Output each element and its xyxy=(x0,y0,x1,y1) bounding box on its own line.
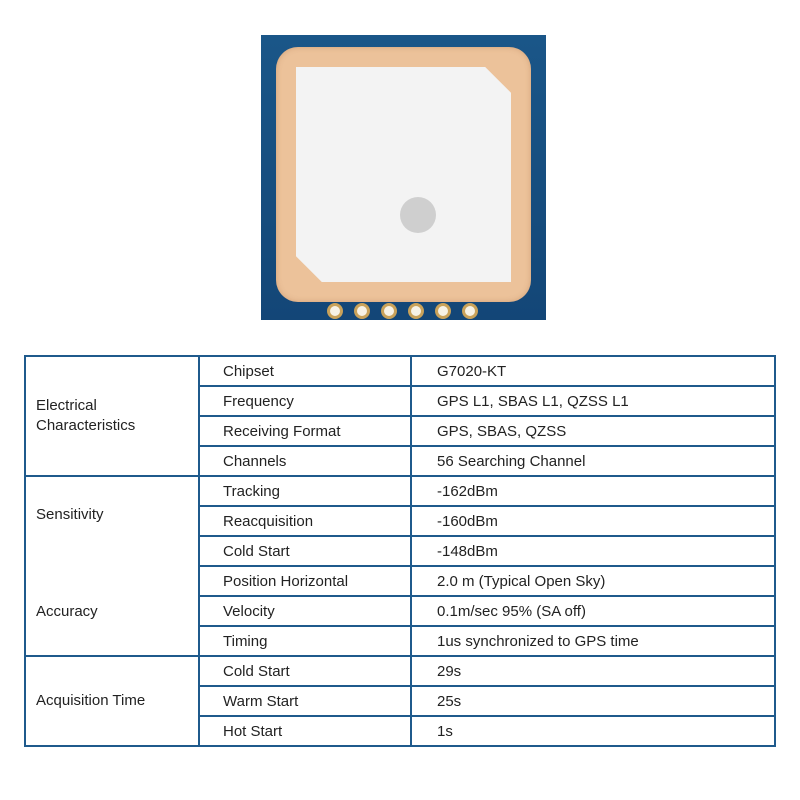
table-row xyxy=(25,356,775,386)
value-cell: 25s xyxy=(411,686,775,716)
table-row xyxy=(25,476,775,506)
pin xyxy=(381,303,397,319)
feed-point xyxy=(400,197,436,233)
value-cell: 29s xyxy=(411,656,775,686)
param-cell: Warm Start xyxy=(199,686,411,716)
value-cell: 0.1m/sec 95% (SA off) xyxy=(411,596,775,626)
param-cell: Cold Start xyxy=(199,536,411,566)
value-cell: 1us synchronized to GPS time xyxy=(411,626,775,656)
value-cell: -162dBm xyxy=(411,476,775,506)
param-cell: Frequency xyxy=(199,386,411,416)
pin-header xyxy=(327,303,478,319)
category-cell xyxy=(25,656,199,746)
value-cell: 1s xyxy=(411,716,775,746)
category-label: Acquisition Time xyxy=(36,692,146,709)
param-cell: Position Horizontal xyxy=(199,566,411,596)
spec-table xyxy=(24,355,776,747)
table-row xyxy=(25,656,775,686)
value-cell: G7020-KT xyxy=(411,356,775,386)
param-cell: Timing xyxy=(199,626,411,656)
param-cell: Reacquisition xyxy=(199,506,411,536)
value-cell: 56 Searching Channel xyxy=(411,446,775,476)
param-cell: Channels xyxy=(199,446,411,476)
param-cell: Tracking xyxy=(199,476,411,506)
category-label: Sensitivity xyxy=(36,506,104,523)
value-cell: GPS, SBAS, QZSS xyxy=(411,416,775,446)
category-label: Accuracy xyxy=(36,603,98,620)
param-cell: Receiving Format xyxy=(199,416,411,446)
value-cell: -160dBm xyxy=(411,506,775,536)
category-label: Electrical Characteristics xyxy=(36,397,136,434)
value-cell: GPS L1, SBAS L1, QZSS L1 xyxy=(411,386,775,416)
value-cell: -148dBm xyxy=(411,536,775,566)
param-cell: Hot Start xyxy=(199,716,411,746)
value-cell: 2.0 m (Typical Open Sky) xyxy=(411,566,775,596)
param-cell: Cold Start xyxy=(199,656,411,686)
pin xyxy=(435,303,451,319)
param-cell: Velocity xyxy=(199,596,411,626)
gps-antenna-module-image xyxy=(261,35,546,320)
pin xyxy=(327,303,343,319)
pin xyxy=(462,303,478,319)
category-cell xyxy=(25,476,199,656)
antenna-patch-frame xyxy=(276,47,531,302)
pin xyxy=(408,303,424,319)
category-cell xyxy=(25,356,199,476)
param-cell: Chipset xyxy=(199,356,411,386)
pin xyxy=(354,303,370,319)
ceramic-patch xyxy=(296,67,511,282)
